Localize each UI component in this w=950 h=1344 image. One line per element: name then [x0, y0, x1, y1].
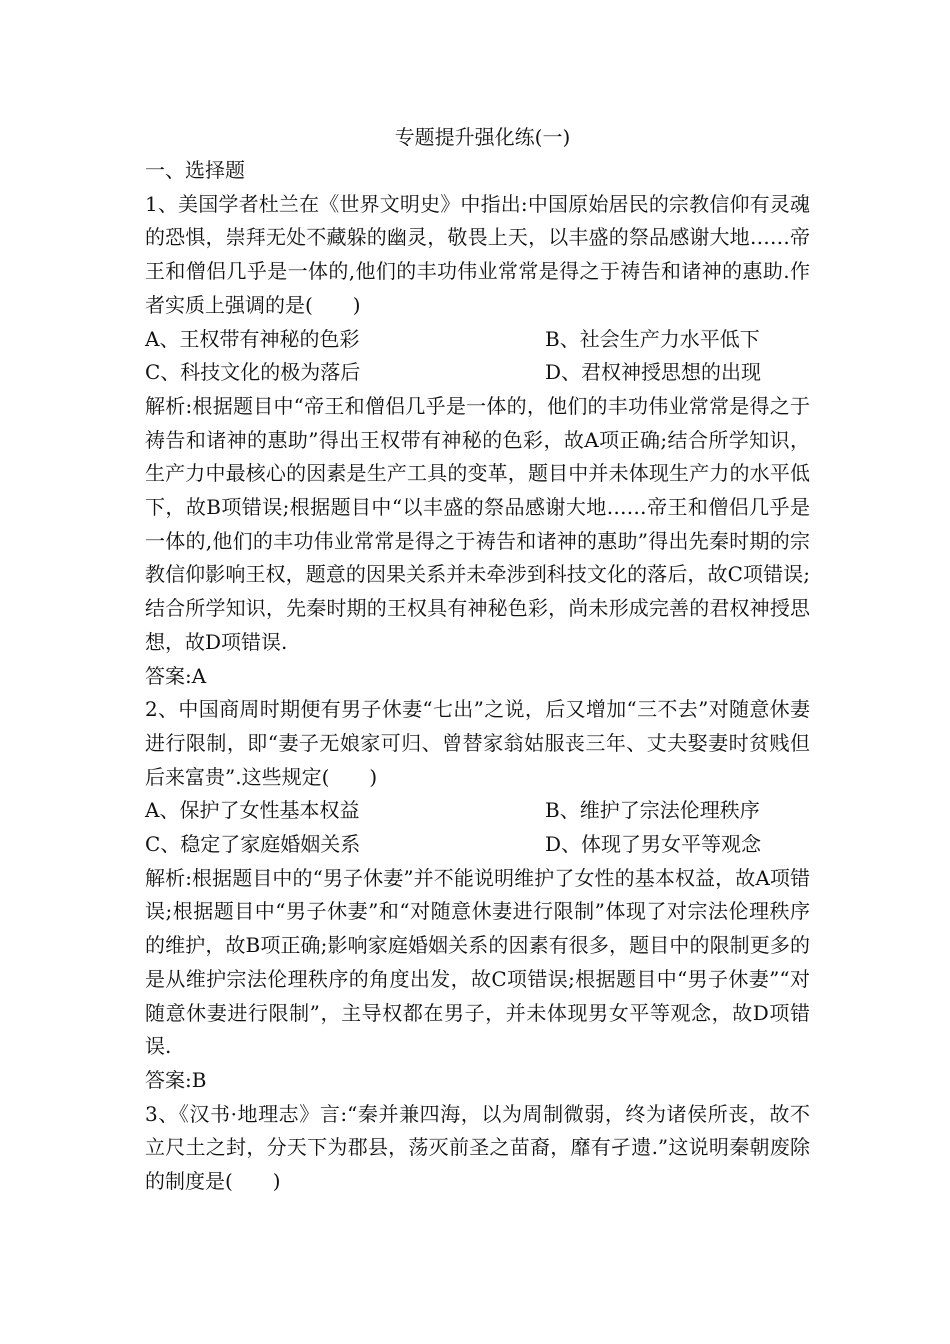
question-1-option-a: A、王权带有神秘的色彩	[145, 326, 360, 351]
question-2-option-d: D、体现了男女平等观念	[545, 832, 762, 857]
question-2-stem: 2、中国商周时期便有男子休妻“七出”之说，后又增加“三不去”对随意休妻进行限制，即“妻子无娘家可归、曾替家翁姑服丧三年、丈夫娶妻时贫贱但后来富贵”.这些规定( )	[145, 697, 810, 789]
question-2-answer: 答案:B	[145, 1067, 207, 1092]
question-2-option-c: C、稳定了家庭婚姻关系	[145, 832, 361, 857]
question-1-analysis: 解析:根据题目中“帝王和僧侣几乎是一体的，他们的丰功伟业常常是得之于祷告和诸神的惠助”得出王权带有神秘的色彩，故A项正确;结合所学知识，生产力中最核心的因素是生产工具的变革，题目中并未体现生产力的水平低下，故B项错误;根据题目中“以丰盛的祭品感谢大地……帝王和僧侣几乎是一体的,他们的丰功伟业常常是得之于祷告和诸神的惠助”得出先秦时期的宗教信仰影响王权，题意的因果关系并未牵涉到科技文化的落后，故C项错误;结合所学知识，先秦时期的王权具有神秘色彩，尚未形成完善的君权神授思想，故D项错误.	[145, 393, 810, 654]
question-2-option-b: B、维护了宗法伦理秩序	[545, 798, 760, 823]
section-heading: 一、选择题	[145, 158, 245, 182]
question-3-stem: 3、《汉书·地理志》言:“秦并兼四海，以为周制微弱，终为诸侯所丧，故不立尺土之封，分天下为郡县，荡灭前圣之苗裔，靡有孑遗.”这说明秦朝废除的制度是( )	[145, 1101, 810, 1194]
question-2	[145, 693, 810, 1097]
question-1-option-c: C、科技文化的极为落后	[145, 360, 361, 385]
question-2-analysis: 解析:根据题目中的“男子休妻”并不能说明维护了女性的基本权益，故A项错误;根据题目中“男子休妻”和“对随意休妻进行限制”体现了对宗法伦理秩序的维护，故B项正确;影响家庭婚姻关系的因素有很多，题目中的限制更多的是从维护宗法伦理秩序的角度出发，故C项错误;根据题目中“男子休妻”“对随意休妻进行限制”，主导权都在男子，并未体现男女平等观念，故D项错误.	[145, 865, 810, 1059]
question-1	[145, 188, 810, 694]
question-1-option-b: B、社会生产力水平低下	[545, 326, 760, 351]
question-1-stem: 1、美国学者杜兰在《世界文明史》中指出:中国原始居民的宗教信仰有灵魂的恐惧，崇拜无处不藏躲的幽灵，敬畏上天，以丰盛的祭品感谢大地……帝王和僧侣几乎是一体的,他们的丰功伟业常常是得之于祷告和诸神的惠助.作者实质上强调的是( )	[145, 191, 810, 317]
question-2-options	[145, 794, 810, 861]
question-3	[145, 1098, 810, 1199]
question-1-answer: 答案:A	[145, 663, 207, 688]
question-2-option-a: A、保护了女性基本权益	[145, 798, 360, 823]
question-1-options	[145, 323, 810, 390]
document-content	[145, 120, 810, 1199]
question-1-option-d: D、君权神授思想的出现	[545, 360, 762, 385]
document-title: 专题提升强化练(一)	[394, 125, 571, 149]
